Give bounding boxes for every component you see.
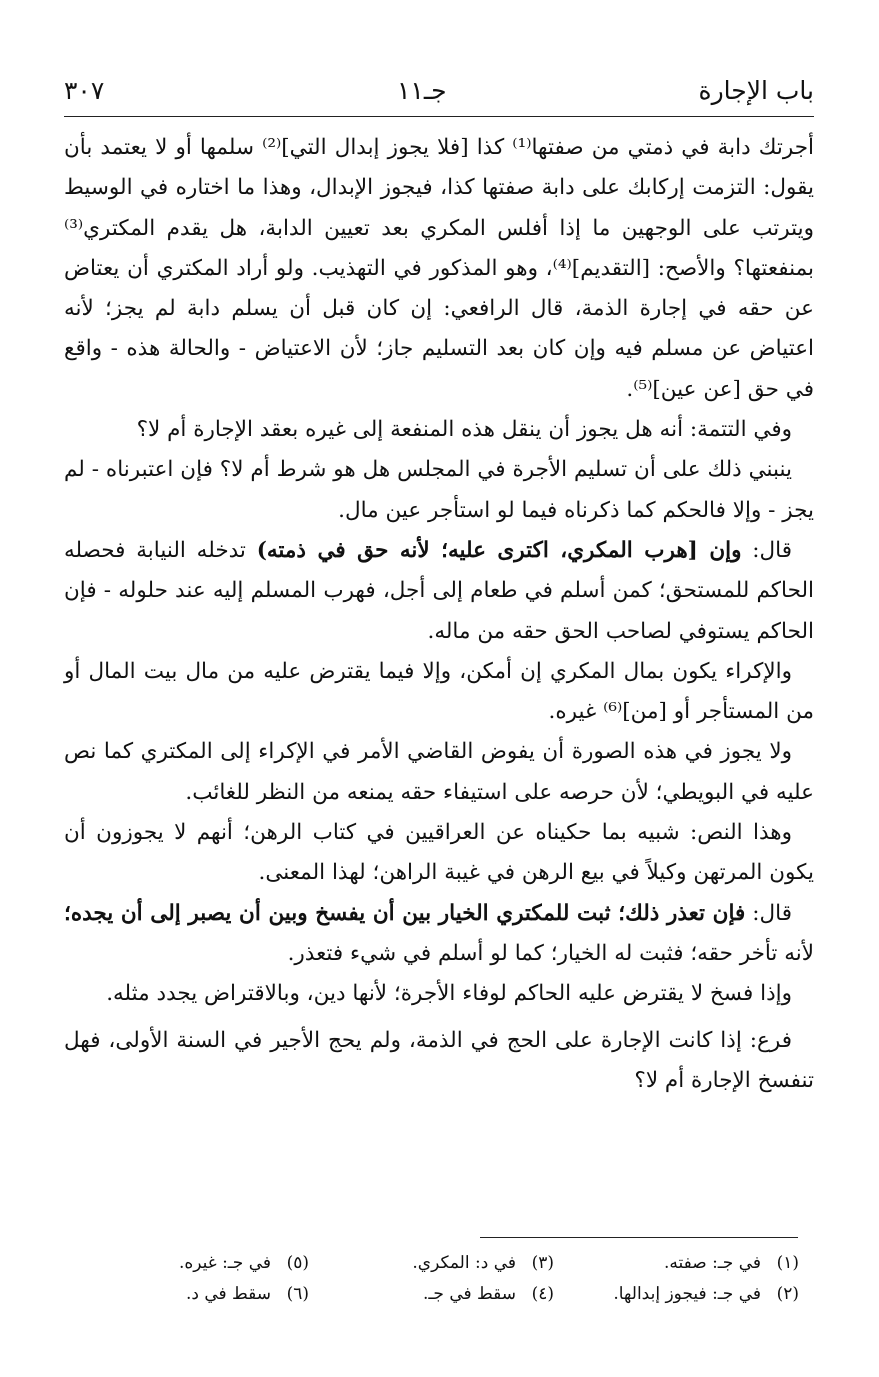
volume-label: جـ١١: [397, 76, 447, 105]
footnote-5: (٥)في جـ: غيره.: [178, 1253, 309, 1273]
paragraph-rest: لأنه تأخر حقه؛ فثبت له الخيار؛ كما لو أسلم في شيء فتعذر.: [287, 940, 814, 966]
paragraph-7: وهذا النص: شبيه بما حكيناه عن العراقيين في كتاب الرهن؛ أنهم لا يجوزون أن يكون المرتهن وكيلاً في بيع الرهن في غيبة الراهن؛ لهذا المعنى.: [64, 820, 814, 886]
paragraph-10: فرع: إذا كانت الإجارة على الحج في الذمة، ولم يحج الأجير في السنة الأولى، فهل تنفسخ الإجارة أم لا؟: [64, 1027, 814, 1093]
page-number: ٣٠٧: [64, 76, 105, 105]
paragraph-rest: تدخله النيابة فحصله الحاكم للمستحق؛ كمن أسلم في طعام إلى أجل، فهرب المسلم إليه عند حلوله - فإن الحاكم يستوفي لصاحب الحق حقه من ماله.: [64, 537, 814, 644]
matn-quote: فإن تعذر ذلك؛ ثبت للمكتري الخيار بين أن يفسخ وبين أن يصبر إلى أن يجده؛: [64, 900, 746, 926]
paragraph-2: وفي التتمة: أنه هل يجوز أن ينقل هذه المنفعة إلى غيره بعقد الإجارة أم لا؟: [136, 417, 792, 443]
paragraph-8: [64, 894, 814, 975]
paragraph-9: وإذا فسخ لا يقترض عليه الحاكم لوفاء الأجرة؛ لأنها دين، وبالاقتراض يجدد مثله.: [106, 981, 792, 1007]
footnote-row: [64, 1248, 799, 1279]
matn-quote: وإن [هرب المكري، اكترى عليه؛ لأنه حق في ذمته): [256, 537, 742, 563]
footnote-row: [64, 1279, 799, 1310]
main-text: [64, 128, 814, 1101]
paragraph-4: [64, 531, 814, 652]
footnote-2: (٢)في جـ: فيجوز إبدالها.: [613, 1284, 799, 1304]
footnotes: [64, 1248, 799, 1310]
header-rule: [64, 116, 814, 117]
footnote-rule: [480, 1237, 798, 1238]
chapter-title: باب الإجارة: [698, 76, 814, 105]
paragraph-lead: قال:: [741, 537, 792, 563]
footnote-3: (٣)في د: المكري.: [412, 1253, 554, 1273]
paragraph-5: والإكراء يكون بمال المكري إن أمكن، وإلا فيما يقترض عليه من مال بيت المال أو من المستأجر أو [من]⁽⁶⁾ غيره.: [64, 658, 814, 725]
footnote-6: (٦)سقط في د.: [185, 1284, 309, 1304]
footnote-4: (٤)سقط في جـ.: [423, 1284, 554, 1304]
running-header: [64, 70, 814, 112]
footnote-1: (١)في جـ: صفته.: [663, 1253, 799, 1273]
paragraph-3: ينبني ذلك على أن تسليم الأجرة في المجلس هل هو شرط أم لا؟ فإن اعتبرناه - لم يجز - وإلا فالحكم كما ذكرناه فيما لو استأجر عين مال.: [64, 457, 814, 523]
paragraph-1: أجرتك دابة في ذمتي من صفتها⁽¹⁾ كذا [فلا يجوز إبدال التي]⁽²⁾ سلمها أو لا يعتمد بأن يقول: التزمت إركابك على دابة صفتها كذا، فيجوز الإبدال، وهذا ما اختاره في الوسيط ويترتب على الوجهين ما إذا أفلس المكري بعد تعيين الدابة، هل يقدم المكتري⁽³⁾ بمنفعتها؟ والأصح: [التقديم]⁽⁴⁾، وهو المذكور في التهذيب. ولو أراد المكتري أن يعتاض عن حقه في إجارة الذمة، قال الرافعي: إن كان قبل أن يسلم دابة لم يجز؛ لأنه اعتياض عن مسلم فيه وإن كان بعد التسليم جاز؛ لأن الاعتياض - والحالة هذه - واقع في حق [عن عين]⁽⁵⁾.: [64, 135, 814, 402]
paragraph-lead: قال:: [745, 900, 792, 926]
paragraph-6: ولا يجوز في هذه الصورة أن يفوض القاضي الأمر في الإكراء إلى المكتري كما نص عليه في البويطي؛ لأن حرصه على استيفاء حقه يمنعه من النظر للغائب.: [64, 739, 814, 805]
